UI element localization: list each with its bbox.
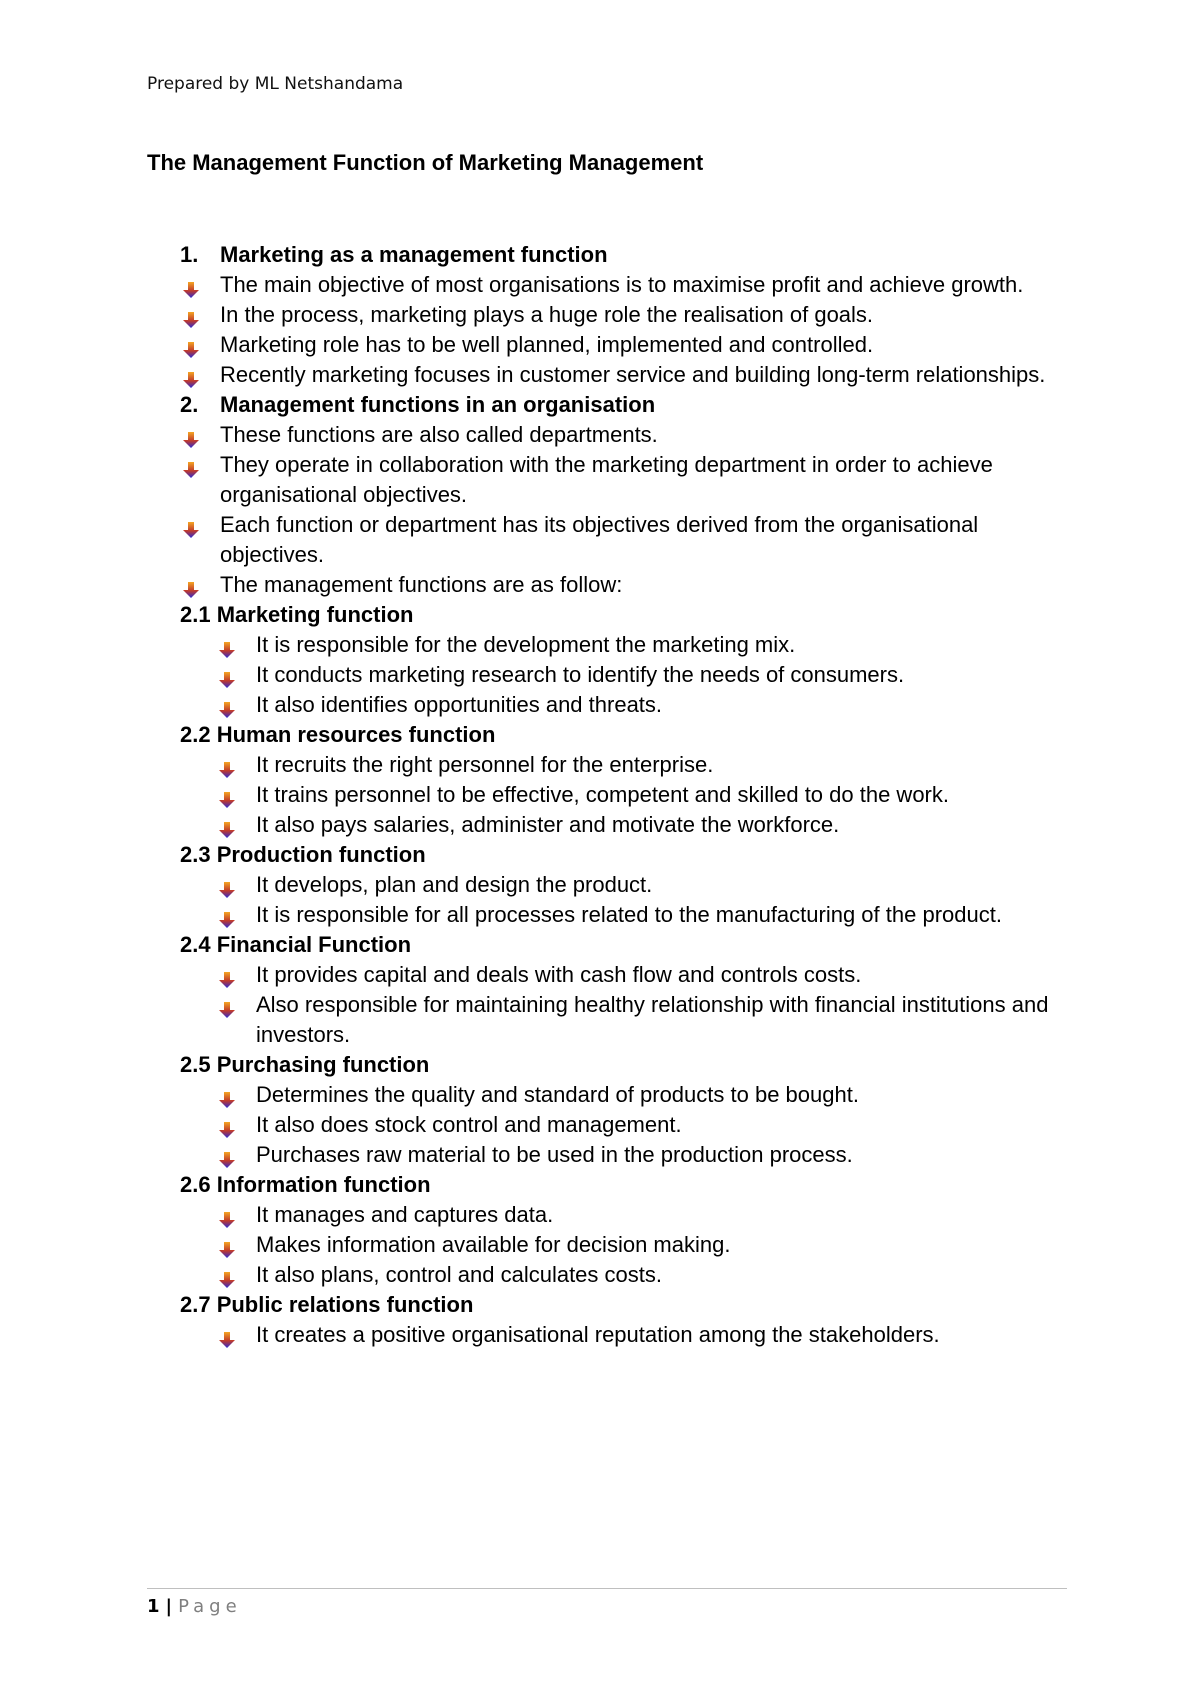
list-item bbox=[180, 630, 1080, 660]
list-item bbox=[180, 270, 1080, 300]
subsection-heading: 2.4 Financial Function bbox=[180, 932, 412, 957]
list-item bbox=[180, 690, 1080, 720]
list-item-text: The main objective of most organisations is to maximise profit and achieve growth. bbox=[220, 272, 1024, 297]
list-item bbox=[180, 660, 1080, 690]
arrow-bullet-icon bbox=[218, 1147, 236, 1165]
list-item-text: It also identifies opportunities and threats. bbox=[256, 692, 663, 717]
list-item-text: Purchases raw material to be used in the production process. bbox=[256, 1142, 853, 1167]
subsection-heading: 2.3 Production function bbox=[180, 842, 426, 867]
subsection-heading: 2.1 Marketing function bbox=[180, 602, 414, 627]
list-item-text: It creates a positive organisational reputation among the stakeholders. bbox=[256, 1322, 940, 1347]
arrow-bullet-icon bbox=[218, 1237, 236, 1255]
arrow-bullet-icon bbox=[218, 877, 236, 895]
list-item bbox=[180, 1110, 1080, 1140]
list-item-text: Determines the quality and standard of products to be bought. bbox=[256, 1082, 859, 1107]
section-title: Marketing as a management function bbox=[220, 242, 608, 267]
list-item bbox=[180, 1140, 1080, 1170]
section-number: 2. bbox=[180, 392, 199, 417]
list-item bbox=[180, 900, 1080, 930]
list-item bbox=[180, 960, 1080, 990]
list-item bbox=[180, 1080, 1080, 1110]
subsection-heading: 2.5 Purchasing function bbox=[180, 1052, 430, 1077]
list-item bbox=[180, 510, 1080, 570]
list-item bbox=[180, 360, 1080, 390]
arrow-bullet-icon bbox=[218, 637, 236, 655]
arrow-bullet-icon bbox=[218, 667, 236, 685]
list-item-text: Each function or department has its objectives derived from the organisational objectives. bbox=[220, 512, 979, 567]
list-item bbox=[180, 780, 1080, 810]
arrow-bullet-icon bbox=[182, 577, 200, 595]
list-item-text: It develops, plan and design the product. bbox=[256, 872, 653, 897]
arrow-bullet-icon bbox=[218, 967, 236, 985]
list-item-text: It also plans, control and calculates costs. bbox=[256, 1262, 662, 1287]
arrow-bullet-icon bbox=[182, 277, 200, 295]
list-item bbox=[180, 300, 1080, 330]
list-item bbox=[180, 330, 1080, 360]
subsection-heading: 2.6 Information function bbox=[180, 1172, 431, 1197]
list-item-text: The management functions are as follow: bbox=[220, 572, 623, 597]
arrow-bullet-icon bbox=[218, 907, 236, 925]
section-heading bbox=[180, 240, 1080, 270]
arrow-bullet-icon bbox=[182, 427, 200, 445]
list-item bbox=[180, 990, 1080, 1050]
list-item-text: It conducts marketing research to identify the needs of consumers. bbox=[256, 662, 905, 687]
arrow-bullet-icon bbox=[218, 1327, 236, 1345]
page-footer bbox=[147, 1596, 242, 1617]
list-item bbox=[180, 1260, 1080, 1290]
arrow-bullet-icon bbox=[218, 997, 236, 1015]
section-heading bbox=[180, 390, 1080, 420]
arrow-bullet-icon bbox=[218, 817, 236, 835]
section-number: 1. bbox=[180, 242, 199, 267]
list-item-text: These functions are also called departments. bbox=[220, 422, 658, 447]
arrow-bullet-icon bbox=[182, 307, 200, 325]
page-header: Prepared by ML Netshandama bbox=[147, 74, 404, 94]
list-item-text: It also does stock control and management. bbox=[256, 1112, 682, 1137]
page-number: 1 bbox=[147, 1596, 160, 1617]
arrow-bullet-icon bbox=[218, 1117, 236, 1135]
arrow-bullet-icon bbox=[218, 787, 236, 805]
arrow-bullet-icon bbox=[218, 757, 236, 775]
list-item bbox=[180, 1200, 1080, 1230]
list-item-text: In the process, marketing plays a huge role the realisation of goals. bbox=[220, 302, 874, 327]
footer-separator: | bbox=[165, 1596, 173, 1617]
list-item-text: It recruits the right personnel for the enterprise. bbox=[256, 752, 714, 777]
list-item bbox=[180, 1320, 1080, 1350]
list-item bbox=[180, 810, 1080, 840]
subsection-heading: 2.7 Public relations function bbox=[180, 1292, 474, 1317]
arrow-bullet-icon bbox=[218, 1267, 236, 1285]
list-item-text: It is responsible for all processes related to the manufacturing of the product. bbox=[256, 902, 1002, 927]
section-title: Management functions in an organisation bbox=[220, 392, 656, 417]
list-item-text: It also pays salaries, administer and motivate the workforce. bbox=[256, 812, 840, 837]
arrow-bullet-icon bbox=[182, 337, 200, 355]
arrow-bullet-icon bbox=[182, 367, 200, 385]
list-item bbox=[180, 420, 1080, 450]
list-item bbox=[180, 870, 1080, 900]
list-item-text: Also responsible for maintaining healthy relationship with financial institutions and investors. bbox=[256, 992, 1049, 1047]
arrow-bullet-icon bbox=[218, 1087, 236, 1105]
list-item-text: It is responsible for the development the marketing mix. bbox=[256, 632, 796, 657]
arrow-bullet-icon bbox=[218, 1207, 236, 1225]
page-label: Page bbox=[178, 1596, 242, 1617]
arrow-bullet-icon bbox=[182, 457, 200, 475]
list-item-text: Recently marketing focuses in customer service and building long-term relationships. bbox=[220, 362, 1046, 387]
footer-divider bbox=[147, 1588, 1067, 1589]
subsection-heading: 2.2 Human resources function bbox=[180, 722, 496, 747]
document-title: The Management Function of Marketing Management bbox=[147, 150, 704, 175]
document-body bbox=[180, 240, 1080, 1350]
arrow-bullet-icon bbox=[218, 697, 236, 715]
list-item bbox=[180, 1230, 1080, 1260]
list-item bbox=[180, 750, 1080, 780]
list-item-text: Makes information available for decision making. bbox=[256, 1232, 731, 1257]
list-item-text: It trains personnel to be effective, competent and skilled to do the work. bbox=[256, 782, 949, 807]
list-item bbox=[180, 450, 1080, 510]
list-item-text: It provides capital and deals with cash flow and controls costs. bbox=[256, 962, 862, 987]
arrow-bullet-icon bbox=[182, 517, 200, 535]
list-item-text: It manages and captures data. bbox=[256, 1202, 554, 1227]
list-item-text: They operate in collaboration with the marketing department in order to achieve organisational objectives. bbox=[220, 452, 993, 507]
list-item-text: Marketing role has to be well planned, implemented and controlled. bbox=[220, 332, 874, 357]
list-item bbox=[180, 570, 1080, 600]
